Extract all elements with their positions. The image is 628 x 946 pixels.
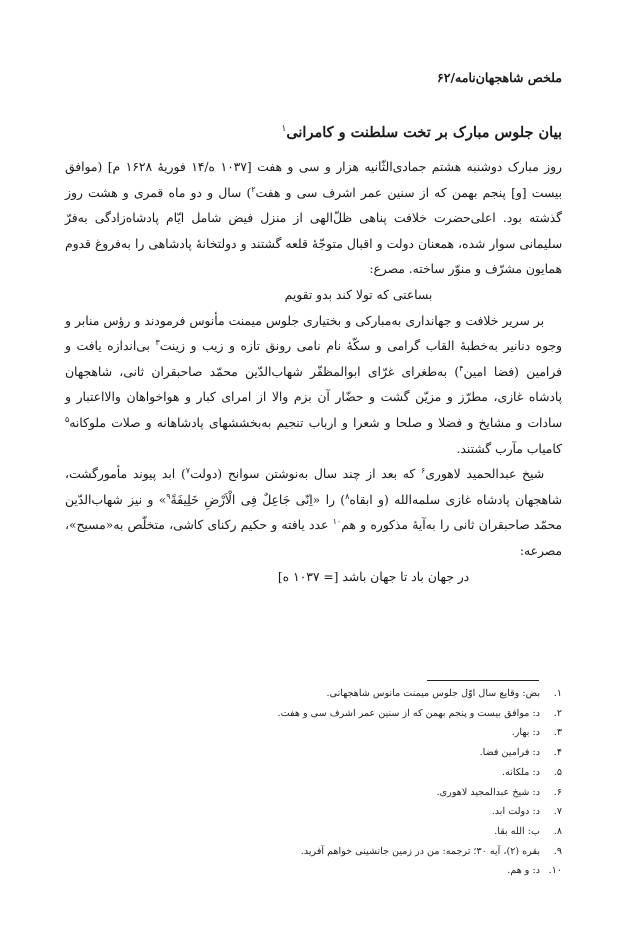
footnote-ref: ۱ <box>281 124 287 135</box>
footnote-number: ۶. <box>553 786 562 798</box>
paragraph-text: ) به‌طغرای غرّای ابوالمظفّر شهاب‌الدّین محمّد صاحبقران ثانی، شاهجهان پادشاه غازی، مطرّز و مزیّن گشت و حضّار آن بزم والا از امرای کبار و هواخواهان والااعتبار و سادات و مشایخ و فضلا و صلحا و شعرا و ارباب تنجیم به‌بخششهای پادشاهانه و صلات ملوکانه <box>65 364 562 430</box>
footnote-number: ۱. <box>553 688 562 699</box>
footnote-ref: ۶ <box>420 466 426 476</box>
footnote-item <box>65 763 562 783</box>
section-title-text: بیان جلوس مبارک بر تخت سلطنت و کامرانی <box>286 124 562 141</box>
footnote-number: ۱۰. <box>548 865 562 877</box>
footnote-number: ۷. <box>553 806 562 818</box>
footnote-item <box>65 704 562 724</box>
paragraph-text: کامیاب مآرب گشتند. <box>456 441 562 456</box>
footnote-number: ۵. <box>553 766 562 778</box>
footnote-text: ب: الله بقا. <box>494 825 540 837</box>
footnote-ref: ۳ <box>155 338 160 348</box>
verse-line: در جهان باد تا جهان باشد [= ۱۰۳۷ ه] <box>277 569 470 584</box>
footnote-item <box>65 861 562 881</box>
paragraph-text: بر سریر خلافت و جهانداری به‌مبارکی و بختیاری جلوس میمنت مأنوس فرمودند و رؤس منابر و وجوه دنانیر به‌خطبهٔ القاب گرامی و سکّهٔ نام نامی رونق تازه و زیب و زینت <box>65 313 562 354</box>
footnote-number: ۹. <box>553 845 562 857</box>
paragraph-text: شیخ عبدالحمید لاهوری <box>425 467 545 482</box>
paragraph-text: ) را «اِنّی جَاعِلٌ فِی الْاَرْضِ خَلِیفَةً <box>170 492 346 507</box>
footnote-ref: ۷ <box>185 466 191 476</box>
paragraph-text: عدد یافته و حکیم رکنای کاشی، متخلّص به«مسیح»، مصرعه: <box>65 518 562 558</box>
footnote-text: د: موافق بیست و پنجم بهمن که از سنین عمر اشرف سی و هفت. <box>277 707 540 719</box>
paragraph-1 <box>65 155 562 283</box>
paragraph-text: » و نیز شهاب‌الدّین محمّد صاحبقران ثانی را به‌آیهٔ مذکوره و هم <box>65 492 562 533</box>
body-text <box>65 155 562 590</box>
footnote-item <box>65 723 562 743</box>
footnote-item <box>65 684 562 704</box>
footnote-text: د: ملکانه. <box>502 766 540 778</box>
footnote-ref: ۴ <box>459 363 464 373</box>
footnote-item <box>65 783 562 803</box>
footnote-divider <box>427 680 539 681</box>
footnote-item <box>65 842 562 862</box>
footnote-text: د: فرامین فضا. <box>479 747 540 759</box>
paragraph-2 <box>65 309 562 463</box>
footnote-ref: ۱۰ <box>332 517 342 527</box>
verse-line: بساعتی که تولا کند بدو تقویم <box>284 287 433 302</box>
footnote-ref: ۹ <box>166 491 171 501</box>
footnote-item <box>65 802 562 822</box>
footnote-item <box>65 822 562 842</box>
footnote-text: بض: وقایع سال اوّل جلوس میمنت مانوس شاهجهانی. <box>326 688 540 699</box>
footnote-text: د: دولت ابد. <box>491 806 540 818</box>
paragraph-text: بی‌اندازه یافت و فرامین (فضا امین <box>65 339 562 379</box>
footnote-text: د: بهار. <box>511 727 540 739</box>
paragraph-text: ) ابد پیوند مأمورگشت، شاهجهان پادشاه غازی سلمه‌الله (و ابقاه <box>65 467 562 507</box>
footnote-number: ۸. <box>553 825 562 837</box>
footnote-ref: ۸ <box>345 491 350 501</box>
footnote-text: د: و هم. <box>507 865 540 877</box>
paragraph-3 <box>65 462 562 564</box>
footnote-ref: ۲ <box>251 184 256 194</box>
section-title <box>281 124 562 141</box>
footnote-number: ۲. <box>553 707 562 719</box>
footnote-ref: ۵ <box>65 414 70 424</box>
paragraph-text: که بعد از چند سال به‌نوشتن سوانح (دولت <box>190 467 421 482</box>
footnote-number: ۴. <box>553 747 562 759</box>
running-head: ملخص شاهجهان‌نامه/۶۲ <box>437 70 562 85</box>
footnote-text: بقره (۲)، آیه ۳۰؛ ترجمه: من در زمین جانشینی خواهم آفرید. <box>300 845 540 857</box>
footnote-item <box>65 743 562 763</box>
footnote-number: ۳. <box>553 727 562 739</box>
footnotes <box>65 684 562 881</box>
footnote-text: د: شیخ عبدالمجید لاهوری. <box>436 786 540 798</box>
paragraph-text: روز مبارک دوشنبه هشتم جمادی‌الثّانیه هزار و سی و هفت [۱۰۳۷ ه/۱۴ فوریهٔ ۱۶۲۸ م] (موافق بیست [و] پنجم بهمن که از سنین عمر اشرف سی و هفت <box>65 160 562 200</box>
paragraph-text: ) سال و دو ماه قمری و هشت روز گذشته بود. اعلی‌حضرت خلافت پناهی ظلّ‌الهی از منزل فیض شامل ایّام پادشاه‌زادگی به‌فرّ سلیمانی سوار شده، همعنان دولت و اقبال متوجّهٔ قلعه گشتند و دولتخانهٔ پادشاهی را به‌فروغ قدوم همایون مشرّف و منوّر ساخته. مصرع: <box>65 185 562 277</box>
